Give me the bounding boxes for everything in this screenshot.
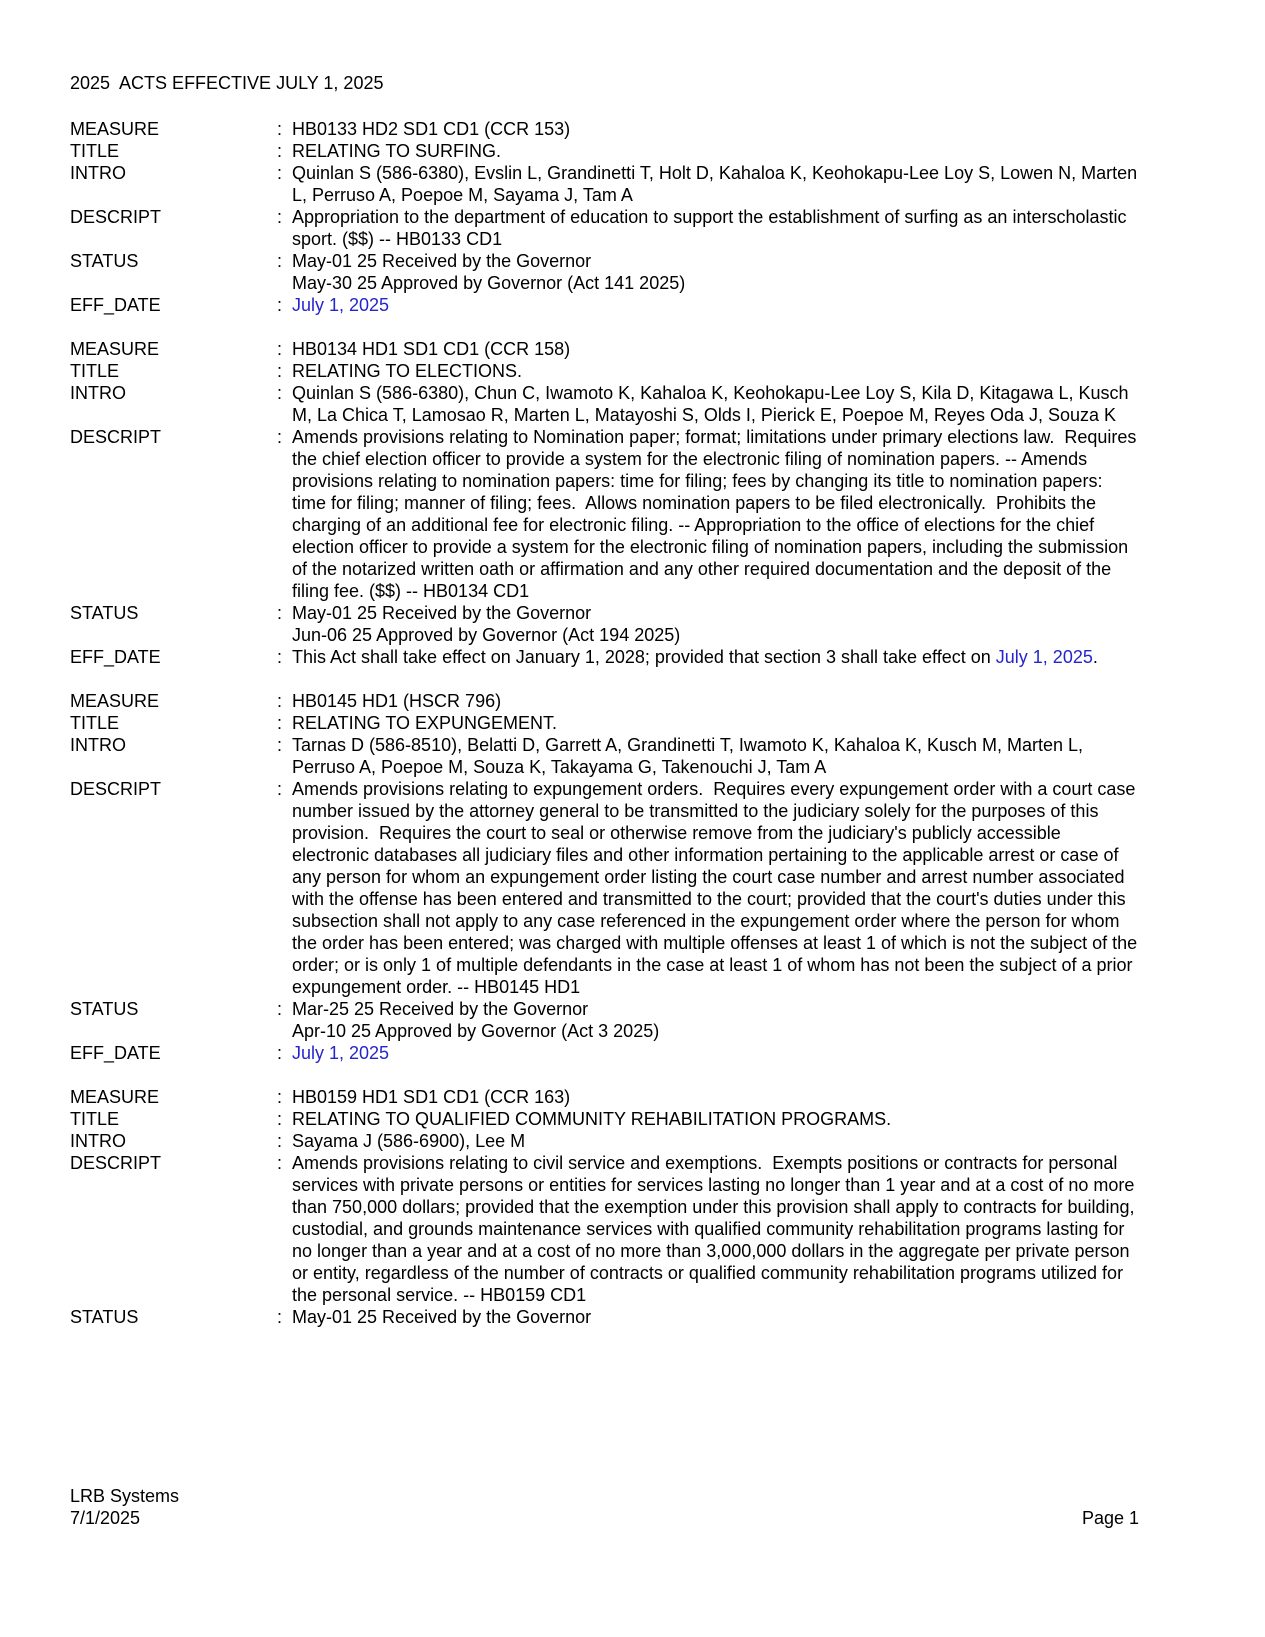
text-segment: HB0133 HD2 SD1 CD1 (CCR 153) xyxy=(292,119,571,139)
value-line xyxy=(292,1020,1139,1042)
field-colon: : xyxy=(277,207,283,227)
field-colon: : xyxy=(277,779,283,799)
field-label: DESCRIPT xyxy=(70,207,162,227)
field-label: STATUS xyxy=(70,251,139,271)
text-segment: May-01 25 Received by the Governor xyxy=(292,603,592,623)
value-line xyxy=(292,778,1143,998)
field-value xyxy=(292,1152,1139,1306)
value-line xyxy=(292,162,1143,206)
field-colon: : xyxy=(277,1131,283,1151)
text-segment: . xyxy=(1092,647,1098,667)
field-row xyxy=(70,1306,1139,1328)
field-value xyxy=(292,118,1139,140)
field-label: MEASURE xyxy=(70,691,160,711)
field-label: EFF_DATE xyxy=(70,295,161,315)
field-label: DESCRIPT xyxy=(70,427,162,447)
text-segment: Quinlan S (586-6380), Evslin L, Grandinetti T, Holt D, Kahaloa K, Keohokapu-Lee Loy S, Lowen N, Marten L, Perruso A, Poepoe M, Sayama J, Tam A xyxy=(292,163,1143,205)
text-segment: Amends provisions relating to civil service and exemptions. Exempts positions or contracts for personal services with private persons or entities for services lasting no longer than 1 year and at a cost of no more than 750,000 dollars; provided that the exemption under this provision shall apply to contracts for building, custodial, and grounds maintenance services with qualified community rehabilitation programs lasting for no longer than a year and at a cost of no more than 3,000,000 dollars in the aggregate per private person or entity, regardless of the number of contracts or qualified community rehabilitation programs utilized for the personal service. -- HB0159 CD1 xyxy=(292,1153,1140,1305)
field-colon: : xyxy=(277,141,283,161)
field-colon: : xyxy=(277,1043,283,1063)
field-row xyxy=(70,1152,1139,1306)
value-line xyxy=(292,1108,1139,1130)
text-segment: This Act shall take effect on January 1, 2028; provided that section 3 shall take effect on xyxy=(292,647,996,667)
field-label: EFF_DATE xyxy=(70,647,161,667)
field-label: INTRO xyxy=(70,163,126,183)
field-value xyxy=(292,1130,1139,1152)
value-line xyxy=(292,712,1139,734)
field-row xyxy=(70,1042,1139,1064)
field-value xyxy=(292,250,1139,294)
field-colon: : xyxy=(277,295,283,315)
footer-system-name: LRB Systems xyxy=(70,1486,180,1506)
field-label: INTRO xyxy=(70,1131,126,1151)
value-line xyxy=(292,1086,1139,1108)
field-row xyxy=(70,602,1139,646)
field-value xyxy=(292,162,1143,206)
field-colon: : xyxy=(277,383,283,403)
text-segment: Tarnas D (586-8510), Belatti D, Garrett A, Grandinetti T, Iwamoto K, Kahaloa K, Kusch M, Marten L, Perruso A, Poepoe M, Souza K, Takayama G, Takenouchi J, Tam A xyxy=(292,735,1089,777)
value-line xyxy=(292,602,1139,624)
field-colon: : xyxy=(277,691,283,711)
field-row xyxy=(70,690,1139,712)
document-title: 2025 ACTS EFFECTIVE JULY 1, 2025 xyxy=(70,73,384,93)
footer-page-number: Page 1 xyxy=(1081,1508,1139,1528)
field-value xyxy=(292,426,1142,602)
text-segment: RELATING TO SURFING. xyxy=(292,141,502,161)
field-row xyxy=(70,382,1139,426)
value-line xyxy=(292,338,1139,360)
text-segment: Amends provisions relating to expungement orders. Requires every expungement order with a court case number issued by the attorney general to be transmitted to the judiciary solely for the purposes of this provision. Requires the court to seal or otherwise remove from the judiciary's publicly accessible electronic databases all judiciary files and other information pertaining to the applicable arrest or case of any person for whom an expungement order listing the court case number and arrest number associated with the offense has been entered and transmitted to the court; provided that the court's duties under this subsection shall not apply to any case referenced in the expungement order where the person for whom the order has been entered; was charged with multiple offenses at least 1 of which is not the subject of the order; or is only 1 of multiple defendants in the case at least 1 of whom has not been the subject of a prior expungement order. -- HB0145 HD1 xyxy=(292,779,1143,997)
field-value xyxy=(292,1042,1139,1064)
text-segment: May-01 25 Received by the Governor xyxy=(292,251,592,271)
value-line xyxy=(292,646,1139,668)
text-segment: HB0134 HD1 SD1 CD1 (CCR 158) xyxy=(292,339,571,359)
footer-row xyxy=(70,1507,1139,1529)
field-colon: : xyxy=(277,1109,283,1129)
value-line xyxy=(292,140,1139,162)
field-row xyxy=(70,646,1139,668)
value-line xyxy=(292,1130,1139,1152)
field-row xyxy=(70,1108,1139,1130)
field-colon: : xyxy=(277,999,283,1019)
records xyxy=(70,118,1143,1328)
text-segment: HB0145 HD1 (HSCR 796) xyxy=(292,691,502,711)
field-label: TITLE xyxy=(70,1109,120,1129)
field-row xyxy=(70,1130,1139,1152)
value-line xyxy=(292,1306,1139,1328)
field-colon: : xyxy=(277,1307,283,1327)
field-value xyxy=(292,360,1139,382)
field-colon: : xyxy=(277,251,283,271)
text-segment: Apr-10 25 Approved by Governor (Act 3 2025) xyxy=(292,1021,660,1041)
value-line xyxy=(292,624,1139,646)
field-value xyxy=(292,602,1139,646)
field-label: INTRO xyxy=(70,383,126,403)
field-value xyxy=(292,778,1143,998)
field-row xyxy=(70,162,1143,206)
field-row xyxy=(70,426,1142,602)
field-value xyxy=(292,140,1139,162)
field-label: MEASURE xyxy=(70,339,160,359)
field-value xyxy=(292,206,1139,250)
record xyxy=(70,118,1143,316)
field-row xyxy=(70,734,1139,778)
value-line xyxy=(292,998,1139,1020)
text-segment: HB0159 HD1 SD1 CD1 (CCR 163) xyxy=(292,1087,571,1107)
text-segment: Jun-06 25 Approved by Governor (Act 194 2025) xyxy=(292,625,681,645)
field-colon: : xyxy=(277,427,283,447)
record xyxy=(70,1086,1139,1328)
value-line xyxy=(292,382,1139,426)
field-colon: : xyxy=(277,713,283,733)
document-footer xyxy=(70,1485,1139,1529)
text-segment: Appropriation to the department of education to support the establishment of surfing as an interscholastic sport. ($$) -- HB0133 CD1 xyxy=(292,207,1132,249)
text-segment: Quinlan S (586-6380), Chun C, Iwamoto K, Kahaloa K, Keohokapu-Lee Loy S, Kila D, Kitagawa L, Kusch M, La Chica T, Lamosao R, Marten L, Matayoshi S, Olds I, Pierick E, Poepoe M, Reyes Oda J, Souza K xyxy=(292,383,1134,425)
field-value xyxy=(292,294,1139,316)
field-label: STATUS xyxy=(70,999,139,1019)
field-label: TITLE xyxy=(70,141,120,161)
text-segment: Amends provisions relating to Nomination paper; format; limitations under primary elections law. Requires the chief election officer to provide a system for the electronic filing of nomination papers. -- Amends provisions relating to nomination papers: time for filing; fees by changing its title to nomination papers: time for filing; manner of filing; fees. Allows nomination papers to be filed electronically. Prohibits the charging of an additional fee for electronic filing. -- Appropriation to the office of elections for the chief election officer to provide a system for the electronic filing of nomination papers, including the submission of the notarized written oath or affirmation and any other required documentation and the deposit of the filing fee. ($$) -- HB0134 CD1 xyxy=(292,427,1142,601)
field-colon: : xyxy=(277,119,283,139)
field-label: TITLE xyxy=(70,361,120,381)
field-value xyxy=(292,1306,1139,1328)
field-label: STATUS xyxy=(70,1307,139,1327)
field-value xyxy=(292,734,1139,778)
value-line xyxy=(292,250,1139,272)
value-line xyxy=(292,734,1139,778)
field-row xyxy=(70,778,1143,998)
field-row xyxy=(70,998,1139,1042)
value-line xyxy=(292,1152,1139,1306)
value-line xyxy=(292,206,1139,250)
field-label: INTRO xyxy=(70,735,126,755)
text-segment: RELATING TO ELECTIONS. xyxy=(292,361,523,381)
field-label: MEASURE xyxy=(70,119,160,139)
record xyxy=(70,338,1142,668)
field-value xyxy=(292,1108,1139,1130)
field-row xyxy=(70,294,1139,316)
field-colon: : xyxy=(277,1087,283,1107)
field-row xyxy=(70,118,1139,140)
field-label: MEASURE xyxy=(70,1087,160,1107)
value-line xyxy=(292,426,1142,602)
field-label: STATUS xyxy=(70,603,139,623)
text-segment: RELATING TO QUALIFIED COMMUNITY REHABILITATION PROGRAMS. xyxy=(292,1109,892,1129)
field-label: DESCRIPT xyxy=(70,1153,162,1173)
text-segment: Mar-25 25 Received by the Governor xyxy=(292,999,589,1019)
field-label: EFF_DATE xyxy=(70,1043,161,1063)
field-value xyxy=(292,382,1139,426)
text-segment: Sayama J (586-6900), Lee M xyxy=(292,1131,526,1151)
value-line xyxy=(292,690,1139,712)
text-segment: May-01 25 Received by the Governor xyxy=(292,1307,592,1327)
effective-date-text: July 1, 2025 xyxy=(292,295,390,315)
field-value xyxy=(292,998,1139,1042)
field-colon: : xyxy=(277,1153,283,1173)
value-line xyxy=(292,272,1139,294)
field-value xyxy=(292,712,1139,734)
value-line xyxy=(292,294,1139,316)
value-line xyxy=(292,118,1139,140)
field-label: TITLE xyxy=(70,713,120,733)
field-colon: : xyxy=(277,735,283,755)
field-row xyxy=(70,250,1139,294)
field-row xyxy=(70,360,1139,382)
effective-date-text: July 1, 2025 xyxy=(995,647,1093,667)
field-colon: : xyxy=(277,603,283,623)
field-row xyxy=(70,1086,1139,1108)
field-value xyxy=(292,690,1139,712)
field-value xyxy=(292,338,1139,360)
text-segment: May-30 25 Approved by Governor (Act 141 2025) xyxy=(292,273,686,293)
value-line xyxy=(292,1042,1139,1064)
field-row xyxy=(70,206,1139,250)
field-colon: : xyxy=(277,361,283,381)
field-row xyxy=(70,338,1139,360)
field-value xyxy=(292,646,1139,668)
field-colon: : xyxy=(277,647,283,667)
field-row xyxy=(70,712,1139,734)
field-value xyxy=(292,1086,1139,1108)
footer-date: 7/1/2025 xyxy=(70,1508,141,1528)
field-colon: : xyxy=(277,163,283,183)
value-line xyxy=(292,360,1139,382)
text-segment: RELATING TO EXPUNGEMENT. xyxy=(292,713,558,733)
field-colon: : xyxy=(277,339,283,359)
effective-date-text: July 1, 2025 xyxy=(292,1043,390,1063)
field-label: DESCRIPT xyxy=(70,779,162,799)
record xyxy=(70,690,1143,1064)
field-row xyxy=(70,140,1139,162)
